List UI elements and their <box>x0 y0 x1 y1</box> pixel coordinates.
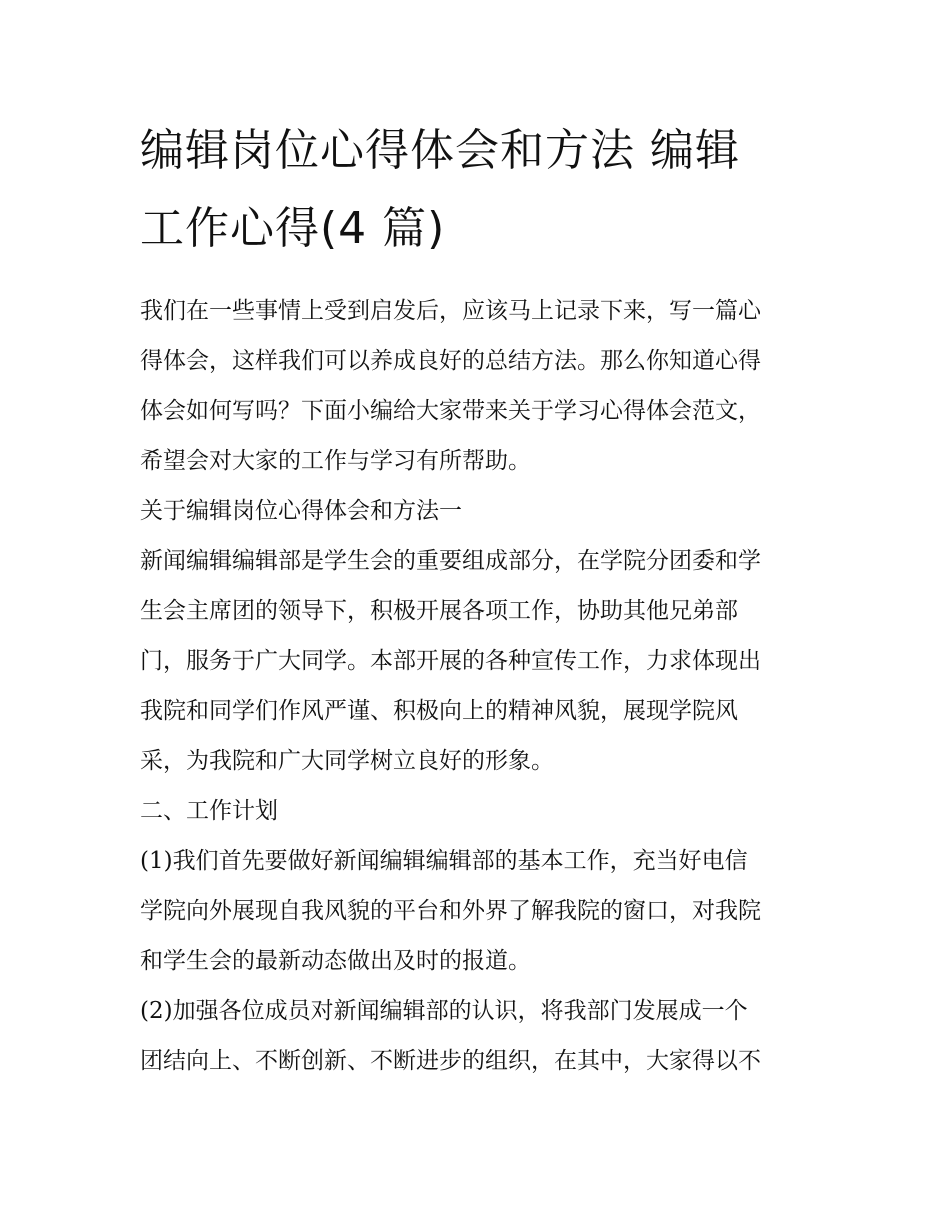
document-title <box>140 112 820 268</box>
body-paragraph <box>140 836 820 986</box>
paragraph-line: 门，服务于广大同学。本部开展的各种宣传工作，力求体现出 <box>140 648 761 674</box>
paragraph-line: 生会主席团的领导下，积极开展各项工作，协助其他兄弟部 <box>140 598 738 624</box>
paragraph-line: (1)我们首先要做好新闻编辑编辑部的基本工作，充当好电信 <box>140 848 748 874</box>
document-body <box>140 286 820 1086</box>
section-heading <box>140 786 820 836</box>
body-paragraph <box>140 986 820 1086</box>
paragraph-line: 我院和同学们作风严谨、积极向上的精神风貌，展现学院风 <box>140 698 738 724</box>
paragraph-line: 得体会，这样我们可以养成良好的总结方法。那么你知道心得 <box>140 348 761 374</box>
section-heading <box>140 486 820 536</box>
paragraph-line: (2)加强各位成员对新闻编辑部的认识，将我部门发展成一个 <box>140 998 748 1024</box>
paragraph-line: 二、工作计划 <box>140 798 278 824</box>
paragraph-line: 新闻编辑编辑部是学生会的重要组成部分，在学院分团委和学 <box>140 548 761 574</box>
title-line-2: 工作心得(4 篇) <box>140 203 446 254</box>
document-content <box>140 112 820 1086</box>
paragraph-line: 我们在一些事情上受到启发后，应该马上记录下来，写一篇心 <box>140 298 761 324</box>
title-line-1: 编辑岗位心得体会和方法 编辑 <box>140 125 740 176</box>
paragraph-line: 和学生会的最新动态做出及时的报道。 <box>140 948 531 974</box>
paragraph-line: 希望会对大家的工作与学习有所帮助。 <box>140 448 531 474</box>
paragraph-line: 关于编辑岗位心得体会和方法一 <box>140 498 462 524</box>
intro-paragraph <box>140 286 820 486</box>
body-paragraph <box>140 536 820 786</box>
paragraph-line: 团结向上、不断创新、不断进步的组织，在其中，大家得以不 <box>140 1048 761 1074</box>
paragraph-line: 采，为我院和广大同学树立良好的形象。 <box>140 748 554 774</box>
paragraph-line: 体会如何写吗？下面小编给大家带来关于学习心得体会范文， <box>140 398 761 424</box>
paragraph-line: 学院向外展现自我风貌的平台和外界了解我院的窗口，对我院 <box>140 898 761 924</box>
